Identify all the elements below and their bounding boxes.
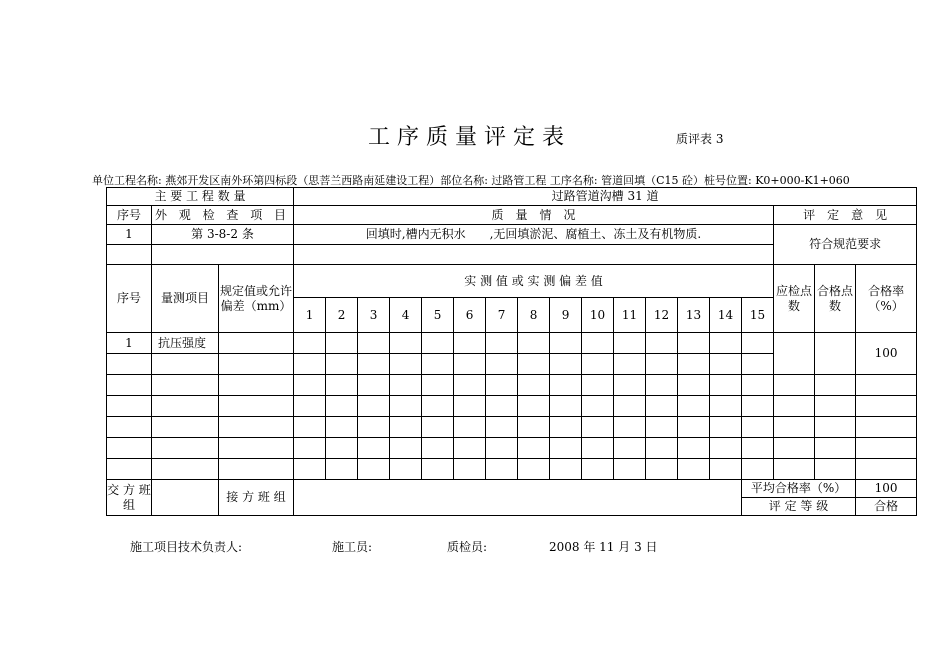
col-number: 3: [358, 298, 390, 333]
empty-cell: [219, 396, 294, 417]
empty-cell: [486, 438, 518, 459]
empty-cell: [550, 459, 582, 480]
empty-cell: [646, 396, 678, 417]
empty-cell: [107, 459, 152, 480]
empty-cell: [710, 333, 742, 354]
form-number: 质评表 3: [676, 132, 724, 146]
inspector-signature: 质检员:: [447, 540, 488, 554]
col-number: 10: [582, 298, 614, 333]
empty-cell: [152, 438, 219, 459]
empty-cell: [390, 396, 422, 417]
empty-cell: [454, 438, 486, 459]
empty-cell: [774, 375, 815, 396]
opinion-header: 评 定 意 见: [774, 206, 917, 225]
empty-cell: [326, 333, 358, 354]
empty-cell: [678, 333, 710, 354]
empty-cell: [774, 417, 815, 438]
empty-cell: [518, 438, 550, 459]
empty-cell: [152, 459, 219, 480]
empty-cell: [454, 396, 486, 417]
empty-cell: [358, 438, 390, 459]
empty-cell: [486, 354, 518, 375]
empty-cell: [774, 438, 815, 459]
pass-rate-value: 100: [856, 333, 917, 375]
empty-cell: [390, 375, 422, 396]
col-number: 15: [742, 298, 774, 333]
empty-cell: [518, 333, 550, 354]
empty-cell: [678, 438, 710, 459]
empty-cell: [294, 396, 326, 417]
empty-cell: [422, 396, 454, 417]
empty-cell: [294, 438, 326, 459]
empty-cell: [454, 333, 486, 354]
empty-cell: [152, 375, 219, 396]
quality-header: 质 量 情 况: [294, 206, 774, 225]
empty-cell: [582, 459, 614, 480]
empty-cell: [294, 354, 326, 375]
empty-cell: [550, 396, 582, 417]
empty-cell: [742, 354, 774, 375]
empty-cell: [815, 438, 856, 459]
measure-item: 抗压强度: [152, 333, 219, 354]
empty-cell: [358, 354, 390, 375]
pass-rate-header: 合格率（%）: [856, 265, 917, 333]
empty-cell: [582, 375, 614, 396]
avg-pass-rate-label: 平均合格率（%）: [742, 480, 856, 498]
empty-cell: [358, 333, 390, 354]
empty-cell: [294, 459, 326, 480]
empty-cell: [390, 459, 422, 480]
empty-cell: [219, 375, 294, 396]
grade-label: 评 定 等 级: [742, 498, 856, 516]
empty-cell: [614, 438, 646, 459]
appearance-item: 第 3-8-2 条: [152, 225, 294, 245]
col-number: 8: [518, 298, 550, 333]
grade-value: 合格: [856, 498, 917, 516]
assessment-date: 2008 年 11 月 3 日: [549, 540, 658, 554]
empty-cell: [422, 459, 454, 480]
empty-cell: [742, 333, 774, 354]
empty-cell: [582, 354, 614, 375]
col-number: 2: [326, 298, 358, 333]
empty-cell: [678, 354, 710, 375]
empty-cell: [219, 354, 294, 375]
handover-team-label: 交 方 班 组: [107, 480, 152, 516]
empty-cell: [518, 396, 550, 417]
empty-cell: [422, 375, 454, 396]
empty-cell: [294, 417, 326, 438]
empty-cell: [614, 459, 646, 480]
empty-cell: [390, 417, 422, 438]
empty-cell: [486, 396, 518, 417]
appearance-seq: 1: [107, 225, 152, 245]
empty-cell: [518, 417, 550, 438]
empty-cell: [710, 459, 742, 480]
empty-cell: [219, 417, 294, 438]
empty-cell: [326, 438, 358, 459]
receiver-team-label: 接 方 班 组: [219, 480, 294, 516]
tolerance-header: 规定值或允许偏差（mm）: [219, 265, 294, 333]
empty-cell: [454, 375, 486, 396]
col-number: 11: [614, 298, 646, 333]
handover-team-value: [152, 480, 219, 516]
empty-cell: [710, 417, 742, 438]
empty-cell: [614, 396, 646, 417]
empty-cell: [856, 375, 917, 396]
empty-cell: [856, 459, 917, 480]
empty-cell: [646, 333, 678, 354]
empty-cell: [550, 438, 582, 459]
empty-cell: [486, 375, 518, 396]
measure-item-header: 量测项目: [152, 265, 219, 333]
col-number: 12: [646, 298, 678, 333]
empty-cell: [454, 459, 486, 480]
empty-cell: [646, 354, 678, 375]
col-number: 5: [422, 298, 454, 333]
empty-cell: [678, 375, 710, 396]
empty-cell: [294, 333, 326, 354]
measured-values-header: 实 测 值 或 实 测 偏 差 值: [294, 265, 774, 298]
empty-cell: [422, 333, 454, 354]
col-number: 1: [294, 298, 326, 333]
empty-cell: [518, 354, 550, 375]
empty-cell: [294, 245, 774, 265]
empty-cell: [646, 459, 678, 480]
empty-cell: [422, 438, 454, 459]
empty-cell: [326, 459, 358, 480]
empty-cell: [422, 354, 454, 375]
empty-cell: [742, 417, 774, 438]
empty-cell: [107, 438, 152, 459]
empty-cell: [390, 438, 422, 459]
empty-cell: [774, 396, 815, 417]
empty-cell: [582, 417, 614, 438]
empty-cell: [646, 438, 678, 459]
col-number: 14: [710, 298, 742, 333]
empty-cell: [815, 459, 856, 480]
measure-seq: 1: [107, 333, 152, 354]
pass-points-header: 合格点数: [815, 265, 856, 333]
empty-cell: [152, 417, 219, 438]
empty-cell: [454, 354, 486, 375]
empty-cell: [856, 396, 917, 417]
seq-header: 序号: [107, 206, 152, 225]
empty-cell: [358, 396, 390, 417]
empty-cell: [614, 417, 646, 438]
empty-cell: [856, 438, 917, 459]
empty-cell: [326, 417, 358, 438]
empty-cell: [326, 396, 358, 417]
empty-cell: [107, 417, 152, 438]
empty-cell: [152, 396, 219, 417]
empty-cell: [107, 375, 152, 396]
empty-cell: [815, 417, 856, 438]
empty-cell: [856, 417, 917, 438]
empty-cell: [678, 459, 710, 480]
quality-assessment-table: [106, 187, 917, 516]
empty-cell: [550, 333, 582, 354]
col-number: 4: [390, 298, 422, 333]
empty-cell: [486, 459, 518, 480]
pass-points-cell: [815, 333, 856, 375]
empty-cell: [742, 459, 774, 480]
empty-cell: [107, 396, 152, 417]
empty-cell: [774, 459, 815, 480]
empty-cell: [107, 354, 152, 375]
col-number: 13: [678, 298, 710, 333]
empty-cell: [518, 459, 550, 480]
empty-cell: [815, 375, 856, 396]
empty-cell: [582, 333, 614, 354]
form-title: 工序质量评定表: [368, 125, 572, 150]
empty-cell: [678, 417, 710, 438]
empty-cell: [152, 245, 294, 265]
empty-cell: [742, 438, 774, 459]
empty-cell: [815, 396, 856, 417]
main-quantity-label: 主 要 工 程 数 量: [107, 188, 294, 206]
empty-cell: [358, 417, 390, 438]
empty-cell: [219, 333, 294, 354]
empty-cell: [107, 245, 152, 265]
empty-cell: [219, 459, 294, 480]
empty-cell: [710, 438, 742, 459]
empty-cell: [358, 375, 390, 396]
empty-cell: [614, 375, 646, 396]
empty-cell: [390, 354, 422, 375]
quality-situation: 回填时,槽内无积水 ,无回填淤泥、腐植土、冻土及有机物质.: [294, 225, 774, 245]
opinion-value: 符合规范要求: [774, 225, 917, 265]
empty-cell: [550, 354, 582, 375]
empty-cell: [518, 375, 550, 396]
main-quantity-value: 过路管道沟槽 31 道: [294, 188, 917, 206]
empty-cell: [152, 354, 219, 375]
empty-cell: [710, 375, 742, 396]
project-info-line: 单位工程名称: 燕郊开发区南外环第四标段（思菩兰西路南延建设工程）部位名称: 过路管工程 工序名称: 管道回填（C15 砼）桩号位置: K0+000-K1+060: [92, 174, 850, 187]
empty-cell: [326, 375, 358, 396]
empty-cell: [486, 333, 518, 354]
empty-cell: [646, 375, 678, 396]
receiver-team-value: [294, 480, 742, 516]
points-cell: [774, 333, 815, 375]
empty-cell: [678, 396, 710, 417]
col-number: 7: [486, 298, 518, 333]
empty-cell: [294, 375, 326, 396]
empty-cell: [710, 354, 742, 375]
empty-cell: [582, 438, 614, 459]
empty-cell: [742, 396, 774, 417]
empty-cell: [614, 333, 646, 354]
col-number: 9: [550, 298, 582, 333]
empty-cell: [486, 417, 518, 438]
empty-cell: [219, 438, 294, 459]
empty-cell: [614, 354, 646, 375]
avg-pass-rate-value: 100: [856, 480, 917, 498]
builder-signature: 施工员:: [332, 540, 373, 554]
empty-cell: [326, 354, 358, 375]
tech-lead-signature: 施工项目技术负责人:: [130, 540, 243, 554]
empty-cell: [550, 375, 582, 396]
empty-cell: [710, 396, 742, 417]
col-number: 6: [454, 298, 486, 333]
empty-cell: [390, 333, 422, 354]
points-header: 应检点数: [774, 265, 815, 333]
measure-seq-header: 序号: [107, 265, 152, 333]
appearance-header: 外 观 检 查 项 目: [152, 206, 294, 225]
empty-cell: [646, 417, 678, 438]
empty-cell: [358, 459, 390, 480]
empty-cell: [550, 417, 582, 438]
empty-cell: [422, 417, 454, 438]
empty-cell: [582, 396, 614, 417]
empty-cell: [454, 417, 486, 438]
empty-cell: [742, 375, 774, 396]
